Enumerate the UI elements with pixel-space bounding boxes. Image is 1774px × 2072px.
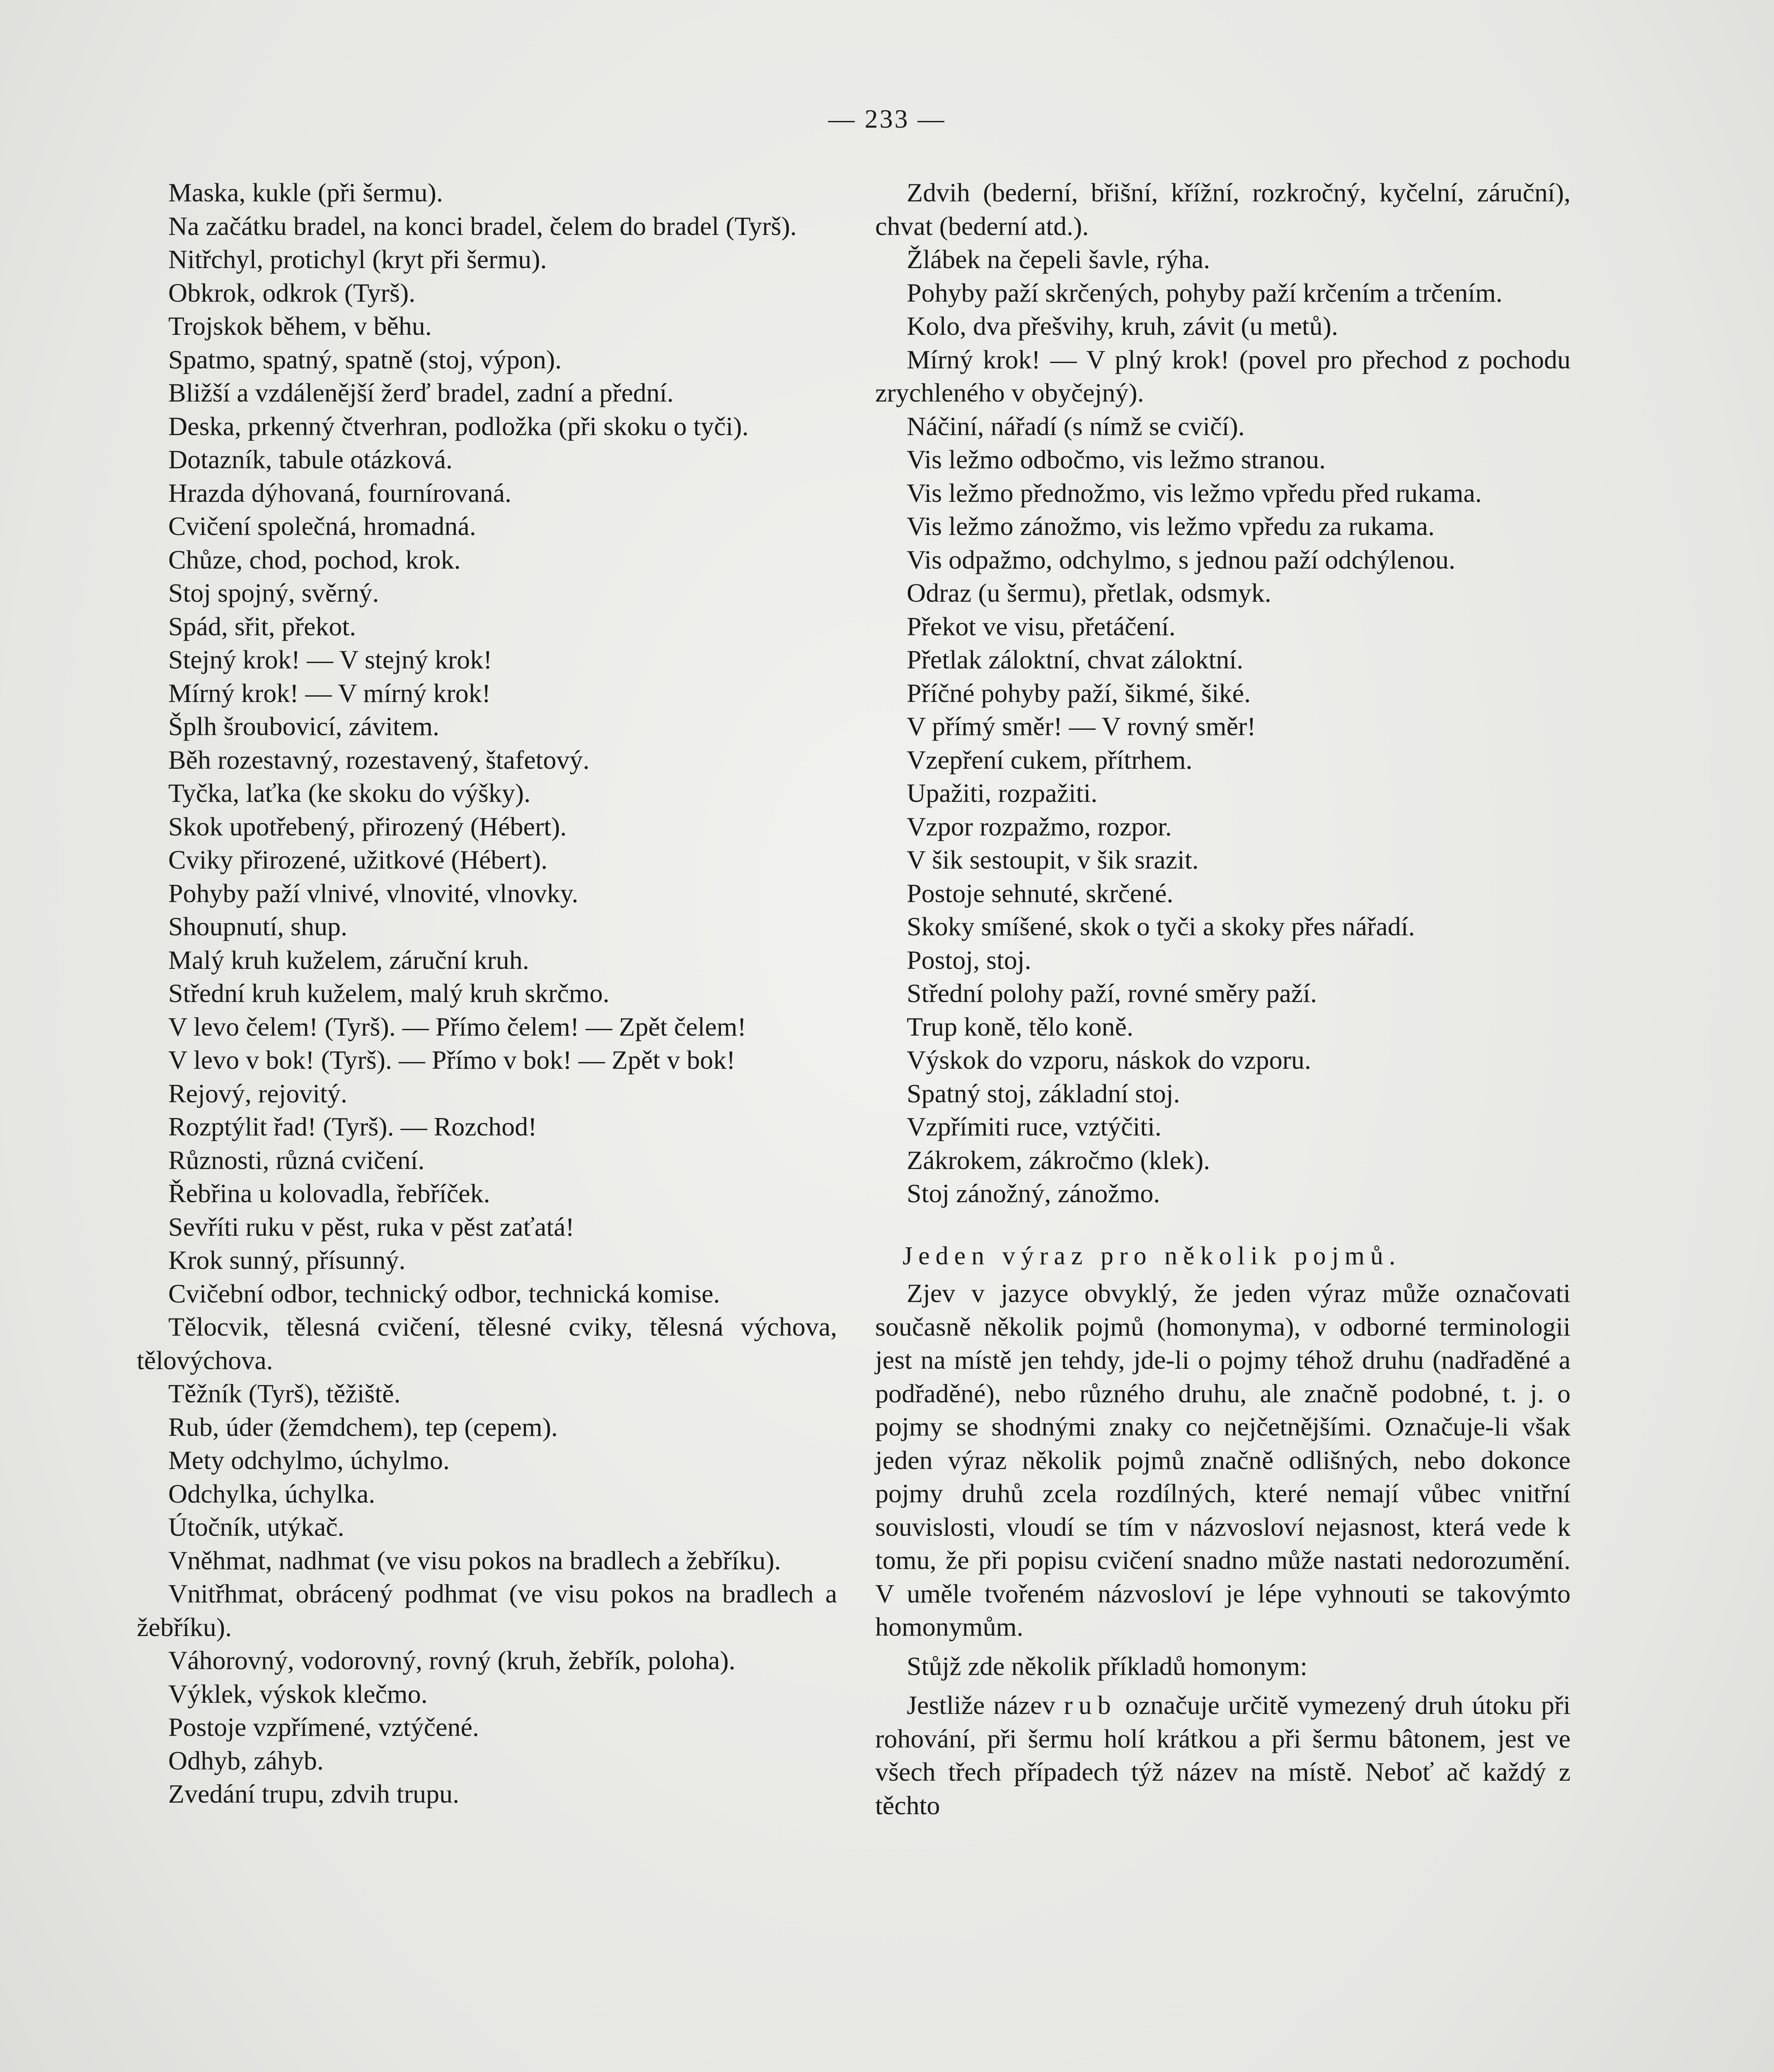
glossary-entry: Váhorovný, vodorovný, rovný (kruh, žebřík, poloha). [168, 1646, 736, 1675]
glossary-entry: Překot ve visu, přetáčení. [907, 611, 1176, 641]
glossary-entry: Přetlak záloktní, chvat záloktní. [907, 645, 1244, 674]
glossary-entry: Trojskok během, v běhu. [168, 311, 432, 341]
glossary-entry: Dotazník, tabule otázková. [168, 445, 453, 474]
glossary-entry: Tělocvik, tělesná cvičení, tělesné cviky, tělesná výchova, tělovýchova. [137, 1312, 837, 1375]
glossary-entry: Deska, prkenný čtverhran, podložka (při skoku o tyči). [168, 411, 749, 441]
glossary-entry: Na začátku bradel, na konci bradel, čelem do bradel (Tyrš). [168, 211, 797, 241]
glossary-entry: Krok sunný, přísunný. [168, 1245, 406, 1275]
glossary-entry: Vzepření cukem, přítrhem. [907, 745, 1193, 775]
glossary-entry: Spád, sřit, překot. [168, 611, 356, 641]
glossary-entry: Stoj zánožný, zánožmo. [907, 1179, 1160, 1208]
glossary-entry: V přímý směr! — V rovný směr! [907, 712, 1256, 741]
glossary-entry: Kolo, dva přešvihy, kruh, závit (u metů). [907, 311, 1338, 341]
glossary-entry: Upažiti, rozpažiti. [907, 778, 1098, 808]
glossary-entry: Příčné pohyby paží, šikmé, šiké. [907, 678, 1251, 708]
glossary-entry: Střední polohy paží, rovné směry paží. [907, 978, 1317, 1008]
glossary-entry: Rozptýlit řad! (Tyrš). — Rozchod! [168, 1112, 537, 1141]
glossary-entry: Řebřina u kolovadla, řebříček. [168, 1179, 490, 1208]
glossary-entry: V levo v bok! (Tyrš). — Přímo v bok! — Zpět v bok! [168, 1045, 736, 1075]
glossary-entry: Odraz (u šermu), přetlak, odsmyk. [907, 578, 1271, 608]
glossary-entry: Postoje sehnuté, skrčené. [907, 878, 1174, 908]
right-column [875, 176, 1571, 1828]
glossary-entry: Pohyby paží vlnivé, vlnovité, vlnovky. [168, 878, 578, 908]
glossary-entry: Cviky přirozené, užitkové (Hébert). [168, 845, 548, 874]
glossary-entry: Vis ležmo odbočmo, vis ležmo stranou. [907, 445, 1326, 474]
glossary-entry: Skoky smíšené, skok o tyči a skoky přes nářadí. [907, 912, 1415, 941]
glossary-entry: Odhyb, záhyb. [168, 1745, 324, 1775]
left-column [137, 176, 837, 1811]
glossary-entry: Chůze, chod, pochod, krok. [168, 545, 461, 574]
glossary-entry: Cvičební odbor, technický odbor, technická komise. [168, 1278, 720, 1308]
glossary-entry: Výskok do vzporu, náskok do vzporu. [907, 1045, 1311, 1075]
glossary-entry: Mety odchylmo, úchylmo. [168, 1445, 450, 1475]
paragraph-text: Jestliže název [907, 1690, 1064, 1720]
glossary-entry: Mírný krok! — V mírný krok! [168, 678, 491, 708]
emphasized-term: rub [1064, 1690, 1117, 1720]
glossary-entry: Obkrok, odkrok (Tyrš). [168, 278, 416, 307]
section-paragraph-last [875, 1689, 1571, 1822]
glossary-entry: Výklek, výskok klečmo. [168, 1679, 428, 1709]
glossary-entry: Cvičení společná, hromadná. [168, 511, 476, 541]
paragraph-text: označuje určitě vymezený druh útoku při rohování, při šermu holí krátkou a při šermu bâtonem, jest ve všech třech případech týž název na místě. Neboť ač každý z těchto [875, 1690, 1571, 1820]
glossary-entry: Postoje vzpřímené, vztýčené. [168, 1712, 479, 1742]
glossary-entry: Maska, kukle (při šermu). [168, 178, 443, 207]
glossary-entry: V levo čelem! (Tyrš). — Přímo čelem! — Zpět čelem! [168, 1012, 746, 1041]
glossary-entry: Odchylka, úchylka. [168, 1479, 375, 1508]
glossary-entry: Postoj, stoj. [907, 945, 1031, 975]
glossary-entry: Vněhmat, nadhmat (ve visu pokos na bradlech a žebříku). [168, 1545, 781, 1575]
glossary-entry: Náčiní, nářadí (s nímž se cvičí). [907, 411, 1245, 441]
glossary-entry: Vzpor rozpažmo, rozpor. [907, 811, 1172, 841]
section-paragraph: Zjev v jazyce obvyklý, že jeden výraz může označovati současně několik pojmů (homonyma), v odborné terminologii jest na místě jen tehdy, jde-li o pojmy téhož druhu (nadřaděné a podřaděné), nebo různého druhu, ale značně podobné, t. j. o pojmy se shodnými znaky co nejčetnějšími. Označuje-li však jeden výraz několik pojmů značně odlišných, nebo dokonce pojmy druhů zcela rozdílných, které nemají vůbec vnitřní souvislosti, vloudí se tím v názvosloví nejasnost, která vede k tomu, že při popisu cvičení snadno může nastati nedorozumění. V uměle tvořeném názvosloví je lépe vyhnouti se takovýmto homonymům. [875, 1278, 1571, 1641]
glossary-entry: Bližší a vzdálenější žerď bradel, zadní a přední. [168, 378, 674, 407]
glossary-entry: Vzpřímiti ruce, vztýčiti. [907, 1112, 1162, 1141]
glossary-entry: Hrazda dýhovaná, fournírovaná. [168, 478, 512, 508]
glossary-entry: Těžník (Tyrš), těžiště. [168, 1379, 401, 1408]
glossary-entry: Rejový, rejovitý. [168, 1078, 347, 1108]
glossary-entry: Zvedání trupu, zdvih trupu. [168, 1779, 460, 1808]
glossary-entry: Trup koně, tělo koně. [907, 1012, 1133, 1041]
glossary-entry: Spatmo, spatný, spatně (stoj, výpon). [168, 344, 562, 374]
glossary-entry: Zdvih (bederní, břišní, křížní, rozkročný, kyčelní, záruční), chvat (bederní atd.). [875, 178, 1571, 241]
glossary-entry: Vis odpažmo, odchylmo, s jednou paží odchýlenou. [907, 545, 1455, 574]
section-paragraph: Stůjž zde několik příkladů homonym: [907, 1651, 1307, 1681]
glossary-entry: Různosti, různá cvičení. [168, 1145, 425, 1175]
glossary-entry: Vis ležmo přednožmo, vis ležmo vpředu před rukama. [907, 478, 1482, 508]
glossary-entry: Šplh šroubovicí, závitem. [168, 712, 440, 741]
glossary-entry: Shoupnutí, shup. [168, 912, 348, 941]
glossary-entry: Spatný stoj, základní stoj. [907, 1078, 1180, 1108]
glossary-entry: Zákrokem, zákročmo (klek). [907, 1145, 1210, 1175]
glossary-entry: Skok upotřebený, přirozený (Hébert). [168, 811, 567, 841]
glossary-entry: Tyčka, laťka (ke skoku do výšky). [168, 778, 531, 808]
glossary-entry: Útočník, utýkač. [168, 1512, 344, 1542]
glossary-entry: Nitřchyl, protichyl (kryt při šermu). [168, 244, 547, 274]
right-column-entries [875, 176, 1571, 1210]
glossary-entry: Malý kruh kuželem, záruční kruh. [168, 945, 529, 975]
glossary-entry: Pohyby paží skrčených, pohyby paží krčením a trčením. [907, 278, 1503, 307]
glossary-entry: Stoj spojný, svěrný. [168, 578, 379, 608]
glossary-entry: V šik sestoupit, v šik srazit. [907, 845, 1199, 874]
glossary-entry: Mírný krok! — V plný krok! (povel pro přechod z pochodu zrychleného v obyčejný). [875, 344, 1571, 407]
glossary-entry: Sevříti ruku v pěst, ruka v pěst zaťatá! [168, 1212, 574, 1242]
glossary-entry: Vnitřhmat, obrácený podhmat (ve visu pokos na bradlech a žebříku). [137, 1579, 837, 1642]
glossary-entry: Stejný krok! — V stejný krok! [168, 645, 492, 674]
glossary-entry: Rub, úder (žemdchem), tep (cepem). [168, 1412, 558, 1442]
section-heading: Jeden výraz pro několik pojmů. [903, 1242, 1401, 1270]
glossary-entry: Vis ležmo zánožmo, vis ležmo vpředu za rukama. [907, 511, 1435, 541]
page-number: — 233 — [828, 104, 946, 133]
glossary-entry: Žlábek na čepeli šavle, rýha. [907, 244, 1210, 274]
glossary-entry: Běh rozestavný, rozestavený, štafetový. [168, 745, 590, 775]
glossary-entry: Střední kruh kuželem, malý kruh skrčmo. [168, 978, 610, 1008]
